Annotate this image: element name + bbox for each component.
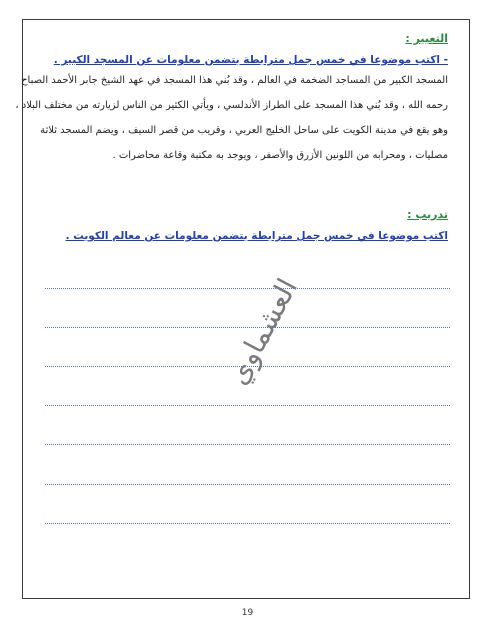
paragraph-grand-mosque [15,68,448,168]
writing-line[interactable] [45,444,450,445]
watermark-signature: العشماوي [220,273,305,390]
instruction-kuwait-landmarks: اكتب موضوعا في خمس جمل مترابطة بتضمن معلومات عن معالم الكويت . [65,230,448,242]
section-heading-expression: التعبير : [405,32,448,45]
paragraph-line: المسجد الكبير من المساجد الضخمة في العالم ، وقد بُني هذا المسجد في عهد الشيخ جابر الأحمد الصباح [21,75,448,86]
writing-line[interactable] [45,484,450,485]
writing-line[interactable] [45,523,450,524]
paragraph-line: مصليات ، ومحرابه من اللونين الأزرق والأصفر ، ويوجد به مكتبة وقاعة محاضرات . [112,150,448,161]
page-number: 19 [241,608,254,618]
paragraph-line: وهو يقع في مدينة الكويت على ساحل الخليج العربي ، وقريب من قصر السيف ، ويضم المسجد ثلاثة [40,125,448,136]
section-heading-training: تدريب : [407,208,448,221]
writing-line[interactable] [45,405,450,406]
instruction-grand-mosque: - اكتب موضوعا في خمس جمل مترابطة بتضمن معلومات عن المسجد الكبير . [53,54,448,66]
paragraph-line: رحمه الله ، وقد بُني هذا المسجد على الطراز الأندلسي ، ويأتي الكثير من الناس لزيارته من مختلف البلاد ، [15,100,448,111]
writing-line[interactable] [45,288,450,289]
